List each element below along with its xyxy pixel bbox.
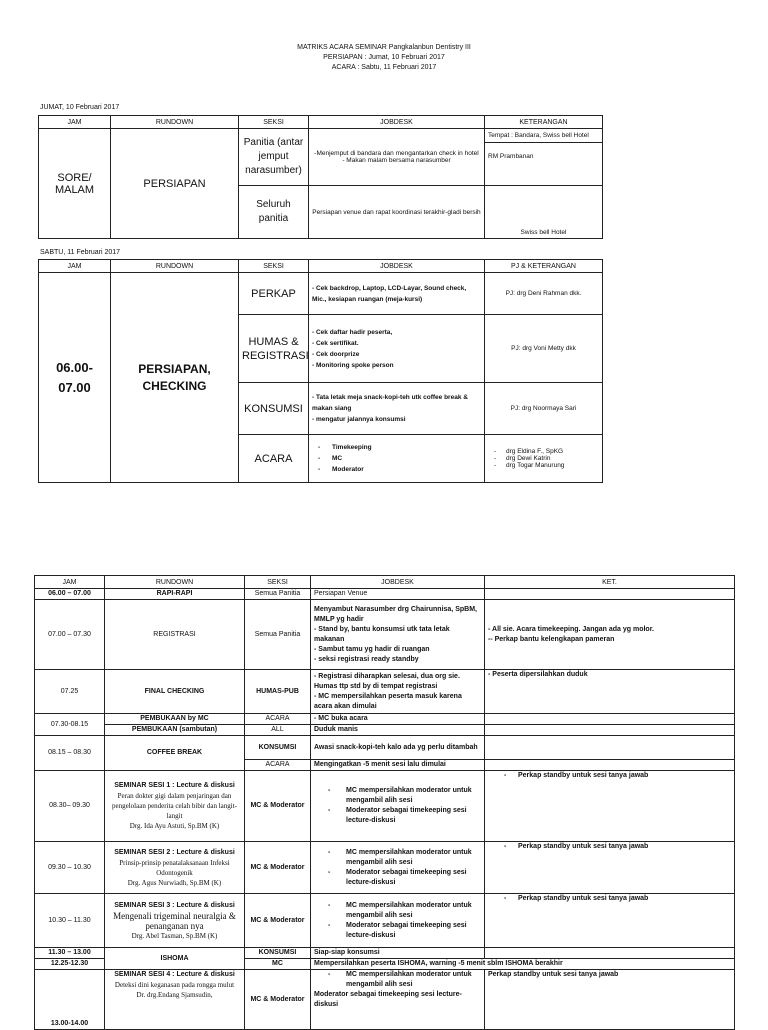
jobdesk-cell — [309, 129, 485, 186]
list-item: - drg Eldina F., SpKG — [488, 448, 599, 455]
ket-cell — [485, 736, 735, 760]
day1-caption: JUMAT, 10 Februari 2017 — [40, 104, 120, 111]
jobdesk-cell — [309, 383, 485, 435]
session-topic: Deteksi dini keganasan pada rongga mulut — [114, 981, 235, 989]
pj-cell: PJ: drg Noormaya Sari — [485, 383, 603, 435]
jobdesk-list — [314, 786, 481, 826]
jobdesk-cell — [311, 842, 485, 894]
jobdesk-line: - Registrasi diharapkan selesai, dua org sie. Humas ttp std by di tempat registrasi — [314, 672, 460, 690]
ket-list — [488, 842, 731, 852]
seksi-cell: PERKAP — [239, 273, 309, 315]
seksi-cell: KONSUMSI — [239, 383, 309, 435]
table-row — [35, 948, 735, 959]
rundown-cell: ISHOMA — [105, 948, 245, 970]
jobdesk-cell: Mengingatkan -5 menit sesi lalu dimulai — [311, 760, 485, 771]
rundown-cell: FINAL CHECKING — [105, 670, 245, 714]
jam-cell: 12.25-12.30 — [35, 959, 105, 970]
list-item: - Perkap standby untuk sesi tanya jawab — [488, 894, 731, 904]
ket-cell — [485, 589, 735, 600]
header-jobdesk: JOBDESK — [309, 260, 485, 273]
seksi-cell: MC & Moderator — [245, 894, 311, 948]
header-acara: ACARA : Sabtu, 11 Februari 2017 — [331, 64, 437, 71]
rundown-cell: RAPI-RAPI — [105, 589, 245, 600]
session-speaker: Drg. Agus Nurwiadh, Sp.BM (K) — [127, 878, 222, 887]
jam-cell: 07.25 — [35, 670, 105, 714]
day2-jam: 06.00-07.00 — [39, 273, 111, 483]
ket-cell — [485, 714, 735, 725]
list-item: - MC mempersilahkan moderator untuk mengambil alih sesi — [314, 970, 481, 990]
table-row — [35, 894, 735, 948]
table-row — [35, 842, 735, 894]
list-item: - MC mempersilahkan moderator untuk mengambil alih sesi — [314, 901, 481, 921]
rundown-cell — [105, 842, 245, 894]
session-speaker: Drg. Ida Ayu Astuti, Sp.BM (K) — [129, 822, 220, 830]
jam-cell: 08.15 – 08.30 — [35, 736, 105, 771]
list-item: - drg Togar Manurung — [488, 462, 599, 469]
header-jobdesk: JOBDESK — [311, 576, 485, 589]
list-item: - Perkap standby untuk sesi tanya jawab — [488, 771, 731, 781]
ket-cell — [485, 725, 735, 736]
jobdesk-cell — [311, 600, 485, 670]
jobdesk-cell — [311, 670, 485, 714]
rundown-cell — [105, 771, 245, 842]
header-persiapan: PERSIAPAN : Jumat, 10 Februari 2017 — [323, 54, 445, 61]
jam-cell: 06.00 – 07.00 — [35, 589, 105, 600]
day2-caption: SABTU, 11 Februari 2017 — [40, 249, 121, 256]
ket-cell — [485, 760, 735, 771]
seksi-cell: Panitia (antar jemput narasumber) — [239, 129, 309, 186]
seksi-cell: Semua Panitia — [245, 600, 311, 670]
table-row — [35, 714, 735, 725]
table-row — [39, 129, 603, 186]
jobdesk-cell: Duduk manis — [311, 725, 485, 736]
jobdesk-line: - seksi registrasi ready standby — [314, 655, 419, 663]
session-topic: Prinsip-prinsip penatalaksanaan Infeksi Odontogenik — [119, 858, 230, 877]
jobdesk-cell: - MC buka acara — [311, 714, 485, 725]
header-jam: JAM — [35, 576, 105, 589]
seksi-cell: MC & Moderator — [245, 771, 311, 842]
jam-cell: 07.30-08.15 — [35, 714, 105, 736]
jobdesk-list — [314, 848, 481, 888]
jobdesk-cell: Siap-siap konsumsi — [311, 948, 485, 959]
jobdesk-line: Menyambut Narasumber drg Chairunnisa, SpBM, MMLP yg hadir — [314, 605, 477, 623]
header-seksi: SEKSI — [239, 260, 309, 273]
list-item: - MC — [312, 453, 481, 464]
rundown-cell: REGISTRASI — [105, 600, 245, 670]
pj-list — [488, 448, 599, 469]
header-seksi: SEKSI — [239, 116, 309, 129]
jobdesk-cell: Persiapan venue dan rapat koordinasi terakhir-gladi bersih — [309, 186, 485, 239]
ket-list — [488, 894, 731, 904]
jobdesk-cell: Mempersilahkan peserta ISHOMA, warning -5 menit sblm ISHOMA berakhir — [311, 959, 735, 970]
jobdesk-line: - Sambut tamu yg hadir di ruangan — [314, 645, 430, 653]
seksi-cell: KONSUMSI — [245, 736, 311, 760]
ket-line: - All sie. Acara timekeeping. Jangan ada yg molor. — [488, 625, 654, 633]
jobdesk-line: - Monitoring spoke person — [312, 361, 394, 369]
seksi-cell: MC & Moderator — [245, 970, 311, 1030]
list-item: - MC mempersilahkan moderator untuk mengambil alih sesi — [314, 786, 481, 806]
seksi-cell: ALL — [245, 725, 311, 736]
jobdesk-cell: Awasi snack-kopi-teh kalo ada yg perlu ditambah — [311, 736, 485, 760]
rundown-cell: PEMBUKAAN (sambutan) — [105, 725, 245, 736]
jobdesk-cell — [309, 315, 485, 383]
jobdesk-line: - Makan malam bersama narasumber — [342, 157, 451, 164]
jobdesk-line: - Cek doorprize — [312, 350, 360, 358]
seksi-cell: Semua Panitia — [245, 589, 311, 600]
ket-list — [488, 771, 731, 781]
jobdesk-cell — [311, 894, 485, 948]
ket-cell — [485, 894, 735, 948]
ket-cell — [485, 600, 735, 670]
day1-rundown: PERSIAPAN — [111, 129, 239, 239]
keterangan-cell: Swiss bell Hotel — [485, 186, 603, 239]
day2-rundown: PERSIAPAN, CHECKING — [111, 273, 239, 483]
list-item: - Moderator — [312, 464, 481, 475]
jobdesk-line: Moderator sebagai timekeeping sesi lecture-diskusi — [314, 991, 462, 1008]
jobdesk-cell — [311, 970, 485, 1030]
day1-header-row — [39, 116, 603, 129]
jobdesk-cell: Persiapan Venue — [311, 589, 485, 600]
header-jobdesk: JOBDESK — [309, 116, 485, 129]
session-title: SEMINAR SESI 1 : Lecture & diskusi — [114, 782, 235, 789]
ket-cell: Perkap standby untuk sesi tanya jawab — [485, 970, 735, 1030]
day1-jam: SORE/ MALAM — [39, 129, 111, 239]
session-title: SEMINAR SESI 3 : Lecture & diskusi — [114, 901, 235, 909]
jam-cell: 09.30 – 10.30 — [35, 842, 105, 894]
jobdesk-line: - MC mempersilahkan peserta masuk karena acara akan dimulai — [314, 692, 462, 710]
jobdesk-list — [314, 970, 481, 990]
schedule-table — [34, 575, 735, 1030]
schedule-header-row — [35, 576, 735, 589]
document-header — [0, 43, 768, 73]
jam-cell: 07.00 – 07.30 — [35, 600, 105, 670]
ket-line: -- Perkap bantu kelengkapan pameran — [488, 635, 615, 643]
header-ket: KET. — [485, 576, 735, 589]
ket-cell: - Peserta dipersilahkan duduk — [485, 670, 735, 714]
rundown-cell — [105, 894, 245, 948]
seksi-cell: MC & Moderator — [245, 842, 311, 894]
pj-cell: PJ: drg Voni Metty dkk — [485, 315, 603, 383]
table-row — [35, 589, 735, 600]
pj-cell: PJ: drg Deni Rahman dkk. — [485, 273, 603, 315]
jobdesk-line: - mengatur jalannya konsumsi — [312, 416, 406, 423]
list-item: - Moderator sebagai timekeeping sesi lecture-diskusi — [314, 868, 481, 888]
header-rundown: RUNDOWN — [111, 260, 239, 273]
jam-cell: 11.30 – 13.00 — [35, 948, 105, 959]
table-row — [39, 273, 603, 315]
header-rundown: RUNDOWN — [111, 116, 239, 129]
list-item: - Timekeeping — [312, 442, 481, 453]
list-item: - MC mempersilahkan moderator untuk mengambil alih sesi — [314, 848, 481, 868]
jobdesk-list — [314, 901, 481, 941]
table-row — [35, 725, 735, 736]
header-jam: JAM — [39, 260, 111, 273]
keterangan-line: RM Prambanan — [488, 153, 534, 160]
table-row — [35, 600, 735, 670]
jobdesk-cell: - Cek backdrop, Laptop, LCD-Layar, Sound check, Mic., kesiapan ruangan (meja-kursi) — [309, 273, 485, 315]
jobdesk-line: - Stand by, bantu konsumsi utk tata letak makanan — [314, 625, 450, 643]
jobdesk-cell — [309, 435, 485, 483]
seksi-cell: Seluruh panitia — [239, 186, 309, 239]
ket-cell — [485, 771, 735, 842]
list-item: - drg Dewi Katrin — [488, 455, 599, 462]
session-title: SEMINAR SESI 4 : Lecture & diskusi — [114, 971, 235, 978]
seksi-cell: ACARA — [245, 760, 311, 771]
jobdesk-line: - Tata letak meja snack-kopi-teh utk coffee break & makan siang — [312, 394, 468, 412]
header-jam: JAM — [39, 116, 111, 129]
jobdesk-line: - Cek sertifikat. — [312, 339, 359, 347]
seksi-cell: ACARA — [239, 435, 309, 483]
table-row — [35, 771, 735, 842]
jam-cell: 08.30– 09.30 — [35, 771, 105, 842]
table-row — [35, 736, 735, 760]
header-seksi: SEKSI — [245, 576, 311, 589]
day2-header-row — [39, 260, 603, 273]
list-item: - Moderator sebagai timekeeping sesi lecture-diskusi — [314, 921, 481, 941]
table-row — [35, 970, 735, 1030]
seksi-cell: HUMAS-PUB — [245, 670, 311, 714]
pj-cell — [485, 435, 603, 483]
list-item: - Moderator sebagai timekeeping sesi lecture-diskusi — [314, 806, 481, 826]
ket-cell — [485, 842, 735, 894]
jobdesk-line: -Menjemput di bandara dan mengantarkan check in hotel — [314, 150, 479, 157]
session-speaker: Drg. Abel Tasman, Sp.BM (K) — [131, 931, 218, 940]
keterangan-cell — [485, 129, 603, 186]
rundown-cell: PEMBUKAAN by MC — [105, 714, 245, 725]
header-title: MATRIKS ACARA SEMINAR Pangkalanbun Dentistry III — [297, 44, 471, 51]
ket-cell — [485, 948, 735, 959]
jobdesk-line: - Cek daftar hadir peserta, — [312, 328, 393, 336]
seksi-cell: KONSUMSI — [245, 948, 311, 959]
jam-cell: 10.30 – 11.30 — [35, 894, 105, 948]
session-speaker: Dr. drg.Endang Sjamsudin, — [136, 991, 213, 999]
header-pj: PJ & KETERANGAN — [485, 260, 603, 273]
list-item: - Perkap standby untuk sesi tanya jawab — [488, 842, 731, 852]
header-keterangan: KETERANGAN — [485, 116, 603, 129]
seksi-cell: HUMAS & REGISTRASI — [239, 315, 309, 383]
seksi-cell: MC — [245, 959, 311, 970]
day1-table — [38, 115, 603, 239]
jam-cell: 13.00-14.00 — [35, 970, 105, 1030]
keterangan-line: Tempat : Bandara, Swiss bell Hotel — [485, 129, 602, 143]
jobdesk-list — [312, 442, 481, 475]
rundown-cell — [105, 970, 245, 1030]
rundown-cell: COFFEE BREAK — [105, 736, 245, 771]
session-title: SEMINAR SESI 2 : Lecture & diskusi — [114, 848, 235, 856]
session-topic: Peran dokter gigi dalam penjaringan dan pengelolaan penderita celah bibir dan langit-langit — [112, 792, 237, 820]
jobdesk-cell — [311, 771, 485, 842]
header-rundown: RUNDOWN — [105, 576, 245, 589]
session-topic: Mengenali trigeminal neuralgia & penanganan nya — [113, 910, 236, 931]
table-row — [35, 670, 735, 714]
seksi-cell: ACARA — [245, 714, 311, 725]
day2-table — [38, 259, 603, 483]
